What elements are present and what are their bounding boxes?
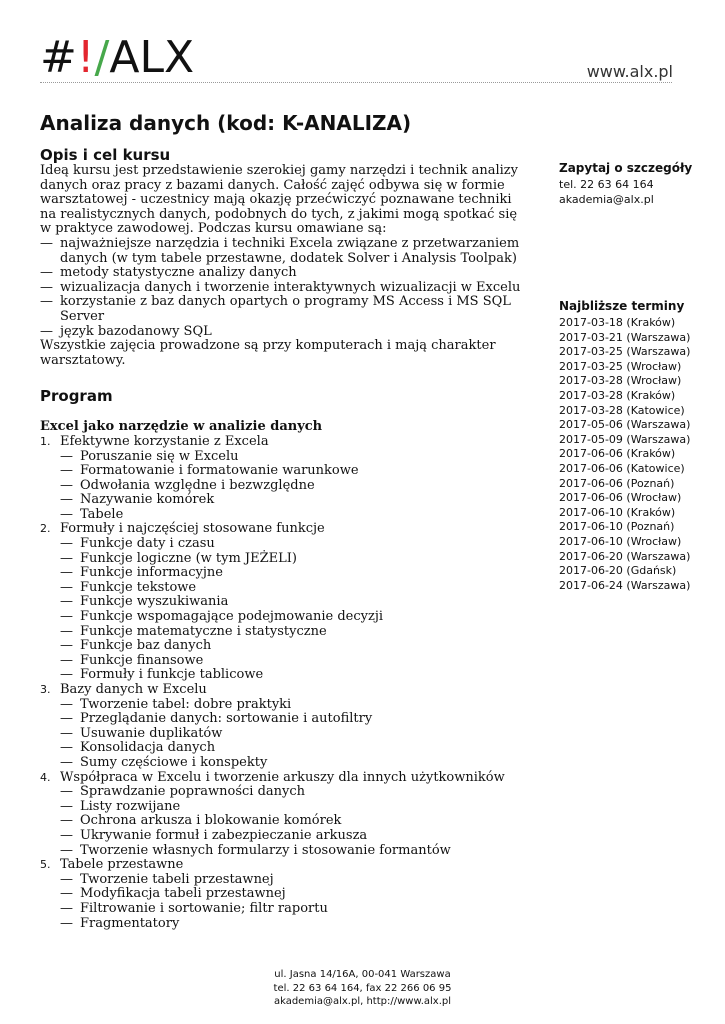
topic-dash: — [60, 754, 73, 770]
module-number: 2. [40, 522, 51, 536]
topic-text: Tworzenie własnych formularzy i stosowanie formantów [80, 842, 451, 858]
topic-text: Funkcje wyszukiwania [80, 594, 229, 610]
topic-dash: — [60, 667, 73, 683]
module-topic [60, 844, 530, 859]
topic-text: Modyfikacja tabeli przestawnej [80, 886, 286, 902]
program-module [40, 435, 530, 523]
topic-dash: — [60, 565, 73, 581]
module-topic [60, 581, 530, 596]
topic-dash: — [60, 886, 73, 902]
topic-dash: — [60, 463, 73, 479]
description-closing: Wszystkie zajęcia prowadzone są przy komputerach i mają charakter warsztatowy. [40, 338, 496, 368]
description-bullet [40, 325, 530, 340]
topic-dash: — [60, 900, 73, 916]
description-bullet [40, 237, 530, 266]
topic-text: Funkcje tekstowe [80, 579, 197, 595]
module-topic [60, 493, 530, 508]
topic-text: Usuwanie duplikatów [80, 725, 223, 741]
logo-bang: ! [76, 32, 95, 83]
contact-heading: Zapytaj o szczegóły [559, 161, 693, 175]
bullet-text: metody statystyczne analizy danych [60, 265, 297, 281]
topic-text: Ochrona arkusza i blokowanie komórek [80, 813, 342, 829]
topic-dash: — [60, 579, 73, 595]
bullet-text: korzystanie z baz danych opartych o programy MS Access i MS SQL Server [60, 294, 511, 324]
module-heading [40, 771, 530, 786]
topic-text: Tabele [80, 506, 124, 522]
topic-dash: — [60, 711, 73, 727]
description-bullet [40, 266, 530, 281]
topic-dash: — [60, 550, 73, 566]
bullet-dash: — [40, 235, 53, 251]
terms-list [559, 316, 709, 593]
term-item[interactable]: 2017-06-24 (Warszawa) [559, 578, 691, 592]
term-item[interactable]: 2017-03-21 (Warszawa) [559, 330, 691, 344]
footer-address: ul. Jasna 14/16A, 00-041 Warszawa [274, 969, 451, 980]
topic-text: Funkcje informacyjne [80, 565, 223, 581]
module-topic [60, 537, 530, 552]
module-topic [60, 479, 530, 494]
topic-text: Tworzenie tabel: dobre praktyki [80, 696, 292, 712]
topic-text: Konsolidacja danych [80, 740, 216, 756]
bullet-dash: — [40, 294, 53, 310]
term-item[interactable]: 2017-05-06 (Warszawa) [559, 418, 691, 432]
module-number: 3. [40, 683, 51, 696]
footer-phones: tel. 22 63 64 164, fax 22 266 06 95 [273, 982, 452, 994]
module-topic-list [40, 537, 530, 683]
topic-dash: — [60, 506, 73, 522]
logo-hash: # [40, 32, 77, 83]
topic-text: Ukrywanie formuł i zabezpieczanie arkusza [80, 827, 368, 843]
bullet-text: język bazodanowy SQL [60, 323, 212, 339]
module-topic-list [40, 873, 530, 931]
topic-dash: — [60, 623, 73, 639]
topic-text: Nazywanie komórek [80, 492, 215, 508]
topic-text: Fragmentatory [80, 915, 180, 931]
module-topic [60, 668, 530, 683]
topic-text: Funkcje logiczne (w tym JEŻELI) [80, 550, 297, 566]
term-item[interactable]: 2017-03-25 (Warszawa) [559, 345, 691, 359]
module-number: 5. [40, 858, 51, 872]
contact-email-link[interactable]: akademia@alx.pl [559, 192, 654, 206]
module-topic [60, 917, 530, 932]
module-topic [60, 814, 530, 829]
module-topic [60, 654, 530, 669]
program-module [40, 858, 530, 931]
page-title: Analiza danych (kod: K-ANALIZA) [40, 111, 412, 135]
module-heading [40, 522, 530, 537]
module-topic [60, 610, 530, 625]
module-heading [40, 683, 530, 698]
term-item[interactable]: 2017-03-18 (Kraków) [559, 316, 676, 329]
module-topic [60, 464, 530, 479]
topic-text: Formuły i funkcje tablicowe [80, 667, 264, 683]
upcoming-terms [559, 298, 709, 593]
topic-text: Funkcje wspomagające podejmowanie decyzji [80, 609, 384, 625]
module-topic-list [40, 450, 530, 523]
main-content [40, 146, 530, 931]
topic-text: Funkcje baz danych [80, 638, 212, 654]
module-topic [60, 698, 530, 713]
term-item[interactable]: 2017-06-06 (Poznań) [559, 476, 675, 490]
topic-text: Formatowanie i formatowanie warunkowe [80, 463, 359, 479]
topic-dash: — [60, 740, 73, 756]
term-item[interactable]: 2017-06-06 (Kraków) [559, 447, 676, 461]
module-heading [40, 435, 530, 450]
module-topic [60, 625, 530, 640]
bullet-text: wizualizacja danych i tworzenie interaktywnych wizualizacji w Excelu [60, 279, 521, 295]
topic-dash: — [60, 842, 73, 858]
header-divider [40, 82, 672, 83]
description-bullet-list [40, 237, 530, 339]
program-module [40, 522, 530, 683]
module-topic [60, 595, 530, 610]
description-paragraph: Ideą kursu jest przedstawienie szerokiej gamy narzędzi i technik analizy danych oraz pracy z bazami danych. Całość zajęć odbywa się w formie warsztatowej - uczestnicy mają okazję przećwiczyć poznawane techniki na realistycznych danych, podobnych do tych, z jakimi mogą spotkać się w praktyce zawodowej. Podczas kursu omawiane są: [40, 163, 518, 237]
description-bullet [40, 295, 530, 324]
topic-dash: — [60, 813, 73, 829]
program-module [40, 683, 530, 771]
module-topic-list [40, 698, 530, 771]
module-title: Tabele przestawne [60, 857, 184, 873]
program-subheading: Excel jako narzędzie w analizie danych [40, 419, 323, 435]
topic-text: Listy rozwijane [80, 798, 181, 814]
topic-dash: — [60, 827, 73, 843]
topic-dash: — [60, 492, 73, 508]
module-topic-list [40, 785, 530, 858]
topic-dash: — [60, 609, 73, 625]
module-number: 1. [40, 434, 51, 448]
module-topic [60, 829, 530, 844]
topic-dash: — [60, 798, 73, 814]
term-item[interactable]: 2017-06-20 (Warszawa) [559, 549, 691, 563]
topic-dash: — [60, 871, 73, 887]
module-topic [60, 566, 530, 581]
topic-text: Sumy częściowe i konspekty [80, 754, 268, 770]
bullet-dash: — [40, 265, 53, 281]
term-item[interactable]: 2017-06-06 (Wrocław) [559, 491, 682, 505]
topic-dash: — [60, 725, 73, 741]
topic-dash: — [60, 536, 73, 552]
module-topic [60, 800, 530, 815]
logo-slash: / [94, 32, 110, 83]
term-item[interactable]: 2017-03-28 (Katowice) [559, 403, 685, 417]
topic-text: Funkcje daty i czasu [80, 536, 215, 552]
module-topic [60, 873, 530, 888]
topic-text: Przeglądanie danych: sortowanie i autofiltry [80, 711, 373, 727]
module-title: Efektywne korzystanie z Excela [60, 433, 269, 449]
bullet-text: najważniejsze narzędzia i techniki Excela związane z przetwarzaniem danych (w tym tabele przestawne, dodatek Solver i Analysis Toolpak) [60, 235, 520, 266]
program-heading: Program [40, 387, 113, 406]
topic-dash: — [60, 638, 73, 654]
alx-logo[interactable] [40, 28, 194, 88]
contact-box [559, 160, 709, 207]
module-topic [60, 552, 530, 567]
term-item[interactable]: 2017-03-25 (Wrocław) [559, 359, 682, 373]
logo-name: ALX [109, 32, 195, 83]
site-url-link[interactable]: www.alx.pl [586, 62, 673, 81]
footer [0, 968, 725, 1009]
topic-text: Sprawdzanie poprawności danych [80, 784, 306, 800]
topic-dash: — [60, 477, 73, 493]
description-bullet [40, 281, 530, 296]
term-item[interactable]: 2017-03-28 (Wrocław) [559, 374, 682, 388]
topic-text: Funkcje matematyczne i statystyczne [80, 623, 327, 639]
module-topic [60, 639, 530, 654]
footer-contact[interactable]: akademia@alx.pl, http://www.alx.pl [273, 996, 452, 1007]
module-topic [60, 756, 530, 771]
term-item[interactable]: 2017-06-10 (Wrocław) [559, 534, 682, 548]
terms-heading: Najbliższe terminy [559, 299, 685, 313]
module-number: 4. [40, 770, 51, 784]
module-topic [60, 712, 530, 727]
term-item[interactable]: 2017-06-10 (Kraków) [559, 505, 676, 519]
topic-text: Funkcje finansowe [80, 652, 204, 668]
program-module-list [40, 435, 530, 931]
topic-dash: — [60, 448, 73, 464]
topic-text: Filtrowanie i sortowanie; filtr raportu [80, 900, 328, 916]
module-title: Formuły i najczęściej stosowane funkcje [60, 521, 325, 537]
module-topic [60, 741, 530, 756]
bullet-dash: — [40, 279, 53, 295]
module-topic [60, 450, 530, 465]
module-heading [40, 858, 530, 873]
module-topic [60, 727, 530, 742]
topic-dash: — [60, 696, 73, 712]
bullet-dash: — [40, 323, 53, 339]
term-item[interactable]: 2017-06-06 (Katowice) [559, 461, 685, 475]
topic-text: Poruszanie się w Excelu [80, 448, 239, 464]
term-item[interactable]: 2017-06-20 (Gdańsk) [559, 564, 677, 578]
topic-text: Odwołania względne i bezwzględne [80, 477, 315, 493]
term-item[interactable]: 2017-06-10 (Poznań) [559, 520, 675, 534]
topic-dash: — [60, 594, 73, 610]
contact-phone: tel. 22 63 64 164 [559, 178, 654, 191]
topic-dash: — [60, 784, 73, 800]
topic-text: Tworzenie tabeli przestawnej [80, 871, 274, 887]
term-item[interactable]: 2017-03-28 (Kraków) [559, 388, 676, 402]
description-heading: Opis i cel kursu [40, 146, 171, 164]
module-topic [60, 508, 530, 523]
term-item[interactable]: 2017-05-09 (Warszawa) [559, 432, 691, 446]
module-topic [60, 785, 530, 800]
module-title: Bazy danych w Excelu [60, 682, 207, 697]
program-module [40, 771, 530, 859]
topic-dash: — [60, 652, 73, 668]
module-title: Współpraca w Excelu i tworzenie arkuszy dla innych użytkowników [60, 769, 505, 785]
module-topic [60, 887, 530, 902]
module-topic [60, 902, 530, 917]
topic-dash: — [60, 915, 73, 931]
